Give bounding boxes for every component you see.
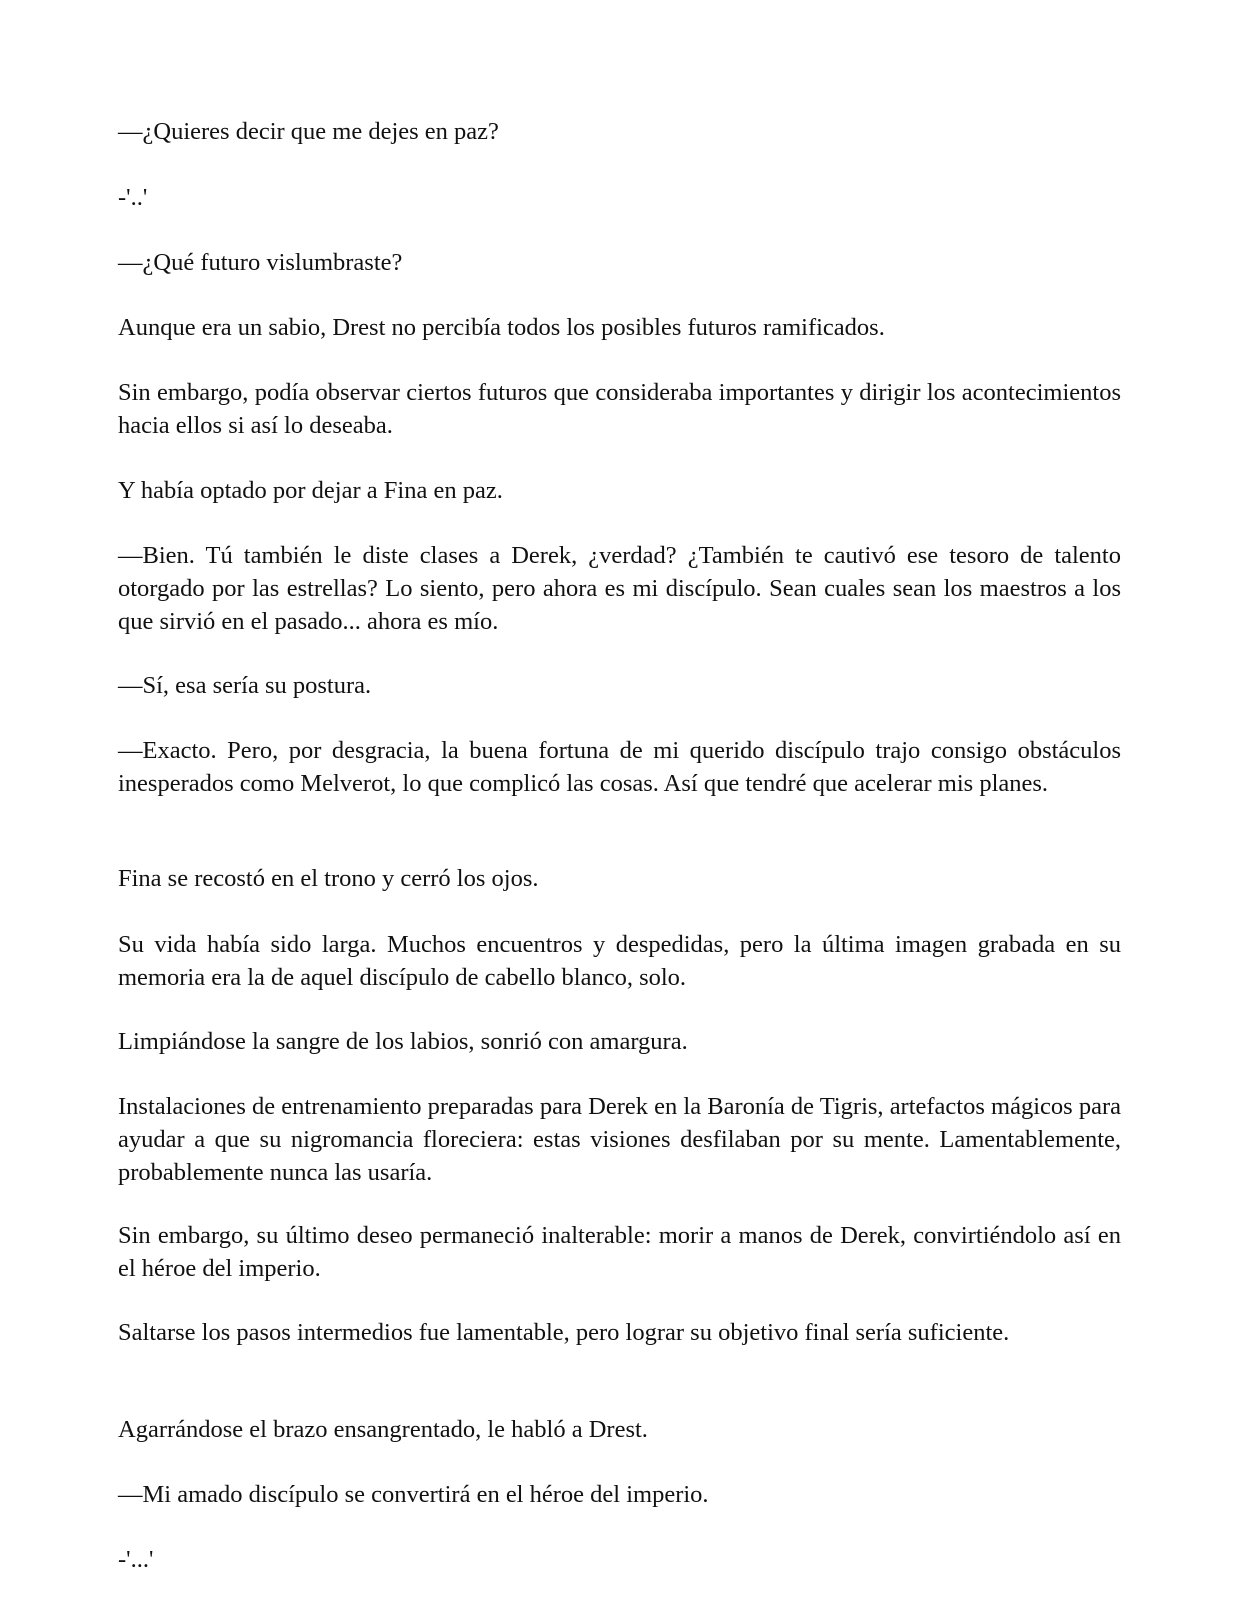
paragraph-13: Instalaciones de entrenamiento preparadas para Derek en la Baronía de Tigris, artefactos mágicos para ayudar a que su nigromancia floreciera: estas visiones desfilaban por su mente. Lamentablemente, probablemente nunca las usaría. [118,1093,1121,1186]
paragraph-3: —¿Qué futuro vislumbraste? [118,249,403,276]
paragraph-8: —Sí, esa sería su postura. [118,672,372,699]
paragraph-15: Saltarse los pasos intermedios fue lamentable, pero lograr su objetivo final sería suficiente. [118,1319,1010,1346]
paragraph-4: Aunque era un sabio, Drest no percibía todos los posibles futuros ramificados. [118,314,885,341]
paragraph-9: —Exacto. Pero, por desgracia, la buena fortuna de mi querido discípulo trajo consigo obstáculos inesperados como Melverot, lo que complicó las cosas. Así que tendré que acelerar mis planes. [118,737,1121,797]
paragraph-6: Y había optado por dejar a Fina en paz. [118,477,503,504]
paragraph-2: -'..' [118,184,148,211]
paragraph-12: Limpiándose la sangre de los labios, sonrió con amargura. [118,1028,688,1055]
paragraph-16: Agarrándose el brazo ensangrentado, le habló a Drest. [118,1416,648,1443]
paragraph-17: —Mi amado discípulo se convertirá en el héroe del imperio. [118,1481,709,1508]
paragraph-10: Fina se recostó en el trono y cerró los ojos. [118,865,539,892]
paragraph-7: —Bien. Tú también le diste clases a Derek, ¿verdad? ¿También te cautivó ese tesoro de talento otorgado por las estrellas? Lo siento, pero ahora es mi discípulo. Sean cuales sean los maestros a los que sirvió en el pasado... ahora es mío. [118,542,1121,635]
paragraph-11: Su vida había sido larga. Muchos encuentros y despedidas, pero la última imagen grabada en su memoria era la de aquel discípulo de cabello blanco, solo. [118,931,1121,991]
paragraph-14: Sin embargo, su último deseo permaneció inalterable: morir a manos de Derek, convirtiéndolo así en el héroe del imperio. [118,1222,1121,1282]
paragraph-18: -'...' [118,1546,154,1573]
paragraph-5: Sin embargo, podía observar ciertos futuros que consideraba importantes y dirigir los acontecimientos hacia ellos si así lo deseaba. [118,379,1121,439]
paragraph-1: —¿Quieres decir que me dejes en paz? [118,118,499,145]
